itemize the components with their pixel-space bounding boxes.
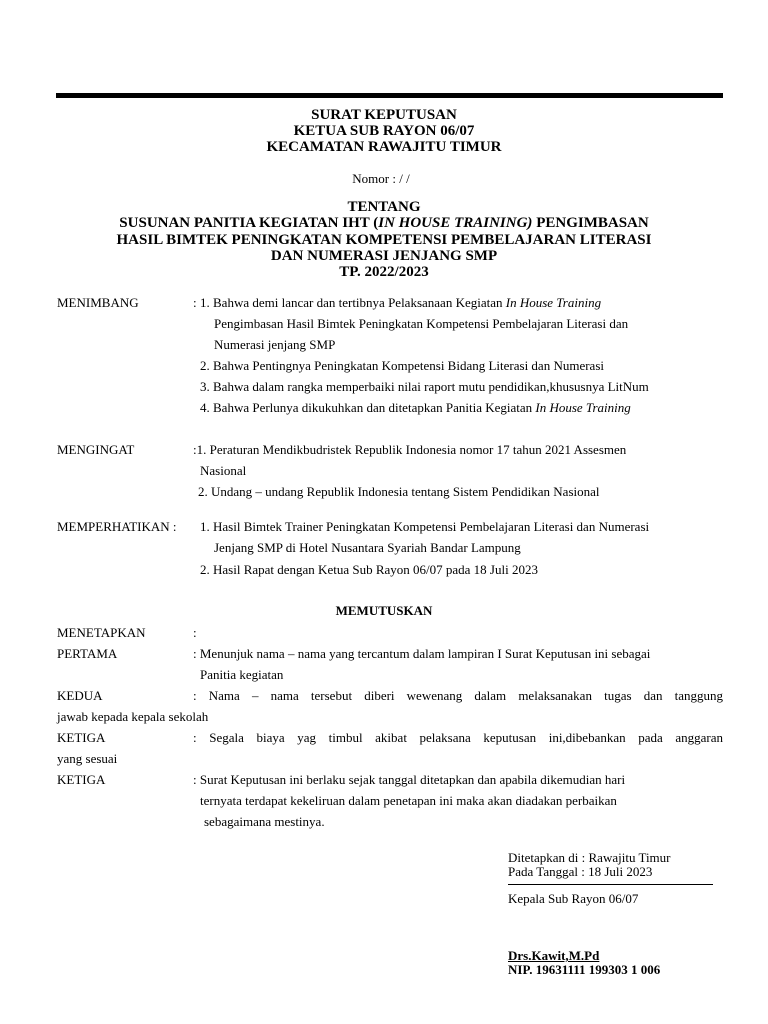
menetapkan-label: MENETAPKAN: [57, 625, 146, 640]
title-line-3: DAN NUMERASI JENJANG SMP: [270, 248, 498, 264]
header-rule: [56, 93, 723, 98]
header-line-1: SURAT KEPUTUSAN: [311, 107, 457, 123]
ditetapkan-di: Ditetapkan di : Rawajitu Timur: [508, 850, 671, 865]
ketiga-label: KETIGA: [57, 730, 106, 745]
header-line-2: KETUA SUB RAYON 06/07: [293, 123, 475, 139]
kepala-jabatan: Kepala Sub Rayon 06/07: [508, 891, 639, 906]
pertama-text: : Menunjuk nama – nama yang tercantum dalam lampiran I Surat Keputusan ini sebagai: [193, 646, 651, 661]
memperhatikan-item-1: 1. Hasil Bimtek Trainer Peningkatan Kompetensi Pembelajaran Literasi dan Numerasi: [200, 519, 650, 534]
kedua-label: KEDUA: [57, 688, 103, 703]
memperhatikan-label: MEMPERHATIKAN :: [57, 519, 177, 534]
title-line-1: [0, 215, 768, 231]
pada-tanggal: Pada Tanggal : 18 Juli 2023: [508, 864, 653, 879]
memperhatikan-item-1-line-2: Jenjang SMP di Hotel Nusantara Syariah Bandar Lampung: [214, 540, 521, 555]
title-line-1b: PENGIMBASAN: [532, 215, 649, 231]
mengingat-label: MENGINGAT: [57, 442, 135, 457]
title-tentang: TENTANG: [347, 199, 421, 215]
menimbang-item-1-line-3: Numerasi jenjang SMP: [214, 337, 336, 352]
signature-divider: [508, 884, 713, 885]
menimbang-item-1-line-2: Pengimbasan Hasil Bimtek Peningkatan Kompetensi Pembelajaran Literasi dan: [214, 316, 629, 331]
menimbang-item-2: 2. Bahwa Pentingnya Peningkatan Kompetensi Bidang Literasi dan Numerasi: [200, 358, 604, 373]
ketiga-2-line-2: ternyata terdapat kekeliruan dalam penetapan ini maka akan diadakan perbaikan: [200, 793, 617, 808]
menimbang-item-4-text: 4. Bahwa Perlunya dikukuhkan dan ditetapkan Panitia Kegiatan: [200, 400, 536, 415]
mengingat-item-1-line-2: Nasional: [200, 463, 247, 478]
title-line-1a: SUSUNAN PANITIA KEGIATAN IHT (: [119, 215, 379, 231]
mengingat-item-2: 2. Undang – undang Republik Indonesia tentang Sistem Pendidikan Nasional: [198, 484, 600, 499]
kedua-text: : Nama – nama tersebut diberi wewenang dalam melaksanakan tugas dan tanggung: [193, 688, 723, 703]
menimbang-item-3: 3. Bahwa dalam rangka memperbaiki nilai raport mutu pendidikan,khususnya LitNum: [200, 379, 649, 394]
ketiga-text: : Segala biaya yag timbul akibat pelaksana keputusan ini,dibebankan pada anggaran: [193, 730, 723, 745]
menimbang-item-1-italic: In House Training: [505, 295, 602, 310]
title-line-2: HASIL BIMTEK PENINGKATAN KOMPETENSI PEMBELAJARAN LITERASI: [116, 232, 652, 248]
menimbang-item-4: [200, 400, 631, 416]
memperhatikan-item-2: 2. Hasil Rapat dengan Ketua Sub Rayon 06/07 pada 18 Juli 2023: [200, 562, 538, 577]
memutuskan-heading: MEMUTUSKAN: [335, 603, 433, 618]
ketiga-line-2: yang sesuai: [57, 751, 118, 766]
menimbang-colon: :: [193, 295, 197, 310]
ketiga-2-label: KETIGA: [57, 772, 106, 787]
pertama-line-2: Panitia kegiatan: [200, 667, 284, 682]
kedua-line-2: jawab kepada kepala sekolah: [57, 709, 209, 724]
menimbang-label: MENIMBANG: [57, 295, 139, 310]
menetapkan-colon: :: [193, 625, 197, 640]
ketiga-2-line-3: sebagaimana mestinya.: [204, 814, 325, 829]
menimbang-item-1: [200, 295, 601, 311]
pertama-label: PERTAMA: [57, 646, 118, 661]
header-line-3: KECAMATAN RAWAJITU TIMUR: [266, 139, 502, 155]
title-line-1-italic: IN HOUSE TRAINING): [378, 215, 533, 231]
signer-name: Drs.Kawit,M.Pd: [508, 948, 600, 963]
menimbang-item-4-italic: In House Training: [535, 400, 631, 415]
ketiga-2-text: : Surat Keputusan ini berlaku sejak tanggal ditetapkan dan apabila dikemudian hari: [193, 772, 626, 787]
mengingat-item-1: :1. Peraturan Mendikbudristek Republik Indonesia nomor 17 tahun 2021 Assesmen: [193, 442, 627, 457]
menimbang-item-1-text: 1. Bahwa demi lancar dan tertibnya Pelaksanaan Kegiatan: [200, 295, 506, 310]
nomor: Nomor : / /: [352, 171, 410, 186]
title-line-4: TP. 2022/2023: [339, 264, 429, 280]
signer-nip: NIP. 19631111 199303 1 006: [508, 962, 661, 977]
